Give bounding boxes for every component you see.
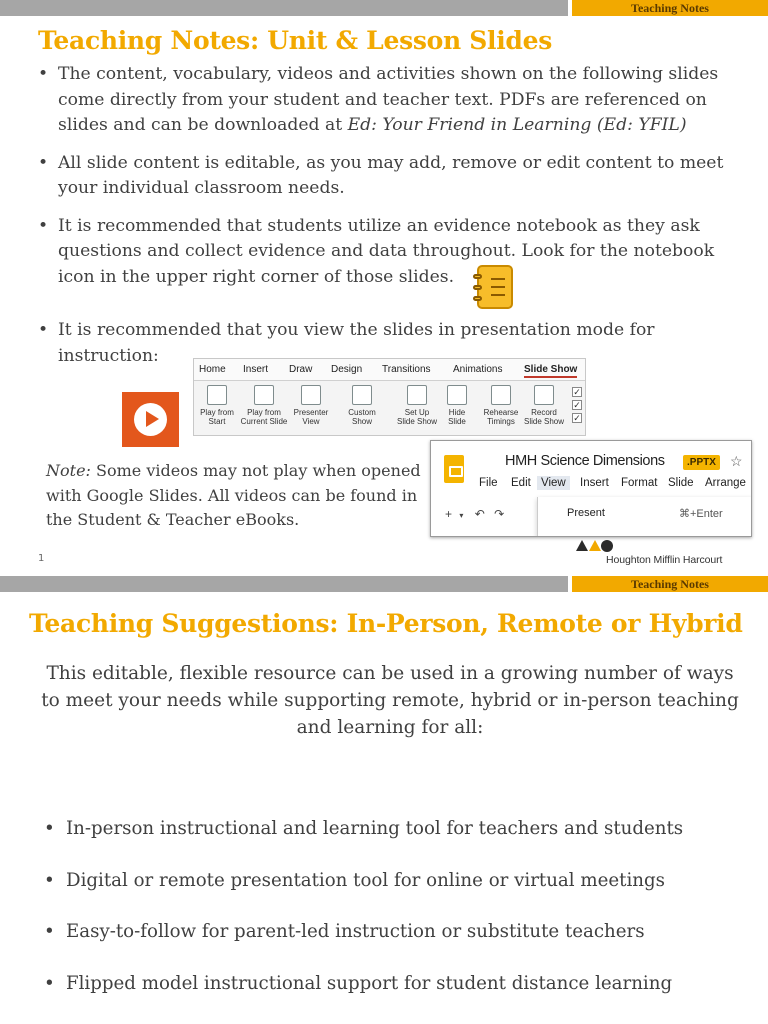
play-current-icon: [254, 385, 274, 405]
set-up-slide-show-button[interactable]: Set Up Slide Show: [394, 385, 440, 426]
hide-slide-button[interactable]: Hide Slide: [434, 385, 480, 426]
header-bar: [0, 0, 768, 16]
bullet-editable: • All slide content is editable, as you may add, remove or edit content to meet your individual classroom needs.: [36, 151, 748, 202]
publisher-name: Houghton Mifflin Harcourt: [606, 554, 723, 566]
tab-design[interactable]: Design: [331, 364, 363, 375]
checkbox[interactable]: ✓: [573, 413, 581, 423]
slide-teaching-suggestions: [0, 576, 768, 1024]
play-from-start-button[interactable]: Play from Start: [194, 385, 240, 426]
google-slides-screenshot: [430, 440, 752, 537]
play-from-current-button[interactable]: Play from Current Slide: [238, 385, 290, 426]
video-play-icon: [122, 392, 179, 447]
redo-icon[interactable]: ↷: [494, 507, 505, 521]
header-tag: Teaching Notes: [572, 0, 768, 16]
header-tag: Teaching Notes: [572, 576, 768, 592]
tab-animations[interactable]: Animations: [453, 364, 503, 375]
tab-draw[interactable]: Draw: [289, 364, 313, 375]
tab-slide-show[interactable]: Slide Show: [524, 364, 577, 378]
bullet-content-source: • The content, vocabulary, videos and activities shown on the following slides come directly from your student and teacher text. PDFs are referenced on slides and can be downloaded at Ed: Your Friend in Learning (Ed: YFIL): [36, 62, 748, 139]
menu-view[interactable]: View: [537, 476, 570, 490]
menu-slide[interactable]: Slide: [668, 477, 694, 489]
video-note: Note: Some videos may not play when opened with Google Slides. All videos can be found in the Student & Teacher eBooks.: [46, 461, 421, 529]
menu-arrange[interactable]: Arrange: [705, 477, 746, 489]
menu-edit[interactable]: Edit: [511, 477, 531, 489]
bullet-list: [36, 62, 748, 369]
bullet-list: [42, 816, 742, 1022]
record-icon: [534, 385, 554, 405]
play-start-icon: [207, 385, 227, 405]
notebook-icon: [477, 265, 513, 309]
powerpoint-ribbon: [193, 358, 586, 436]
hmh-logo-icon: [576, 538, 632, 552]
custom-show-button[interactable]: Custom Show: [339, 385, 385, 426]
list-item: • Easy-to-follow for parent-led instruction or substitute teachers: [42, 919, 742, 944]
menu-insert[interactable]: Insert: [580, 477, 609, 489]
rehearse-timings-button[interactable]: Rehearse Timings: [478, 385, 524, 426]
plus-icon[interactable]: +: [445, 507, 453, 521]
checkbox[interactable]: ✓: [573, 387, 581, 397]
slide-title: Teaching Suggestions: In-Person, Remote or Hybrid: [29, 609, 743, 638]
presenter-view-icon: [301, 385, 321, 405]
menu-file[interactable]: File: [479, 477, 498, 489]
slide-title: Teaching Notes: Unit & Lesson Slides: [38, 26, 552, 55]
tab-insert[interactable]: Insert: [243, 364, 269, 375]
document-title: HMH Science Dimensions: [505, 453, 665, 469]
chevron-down-icon[interactable]: ▾: [459, 511, 464, 520]
bullet-presentation-mode: • It is recommended that you view the slides in presentation mode for instruction:: [36, 318, 748, 369]
presenter-view-button[interactable]: Presenter View: [288, 385, 334, 426]
record-slide-show-button[interactable]: Record Slide Show: [521, 385, 567, 426]
star-icon[interactable]: ☆: [730, 453, 743, 469]
present-shortcut: ⌘+Enter: [679, 508, 723, 520]
list-item: • Flipped model instructional support for student distance learning: [42, 971, 742, 996]
setup-icon: [407, 385, 427, 405]
toolbar: [445, 507, 504, 521]
tab-transitions[interactable]: Transitions: [382, 364, 431, 375]
bullet-evidence-notebook: • It is recommended that students utilize an evidence notebook as they ask questions and collect evidence and data throughout. Look for the notebook icon in the upper right corner of those slides.: [36, 214, 748, 291]
tab-home[interactable]: Home: [199, 364, 226, 375]
ribbon-checkboxes: [572, 387, 584, 426]
header-bar: [0, 576, 768, 592]
custom-show-icon: [352, 385, 372, 405]
pptx-badge: .PPTX: [683, 455, 720, 470]
list-item: • Digital or remote presentation tool for online or virtual meetings: [42, 868, 742, 893]
present-menu-item[interactable]: Present: [567, 507, 605, 519]
checkbox[interactable]: ✓: [573, 400, 581, 410]
view-dropdown: [537, 497, 752, 537]
hide-slide-icon: [447, 385, 467, 405]
page-number: 1: [38, 553, 45, 564]
ribbon-tabs: [194, 359, 585, 381]
intro-paragraph: This editable, flexible resource can be used in a growing number of ways to meet your needs while supporting remote, hybrid or in-person teaching and learning for all:: [41, 663, 739, 738]
rehearse-icon: [491, 385, 511, 405]
list-item: • In-person instructional and learning tool for teachers and students: [42, 816, 742, 841]
ed-yfil-reference: Ed: Your Friend in Learning (Ed: YFIL): [347, 115, 687, 135]
menu-format[interactable]: Format: [621, 477, 658, 489]
undo-icon[interactable]: ↶: [474, 507, 485, 521]
google-slides-logo: [444, 455, 464, 483]
